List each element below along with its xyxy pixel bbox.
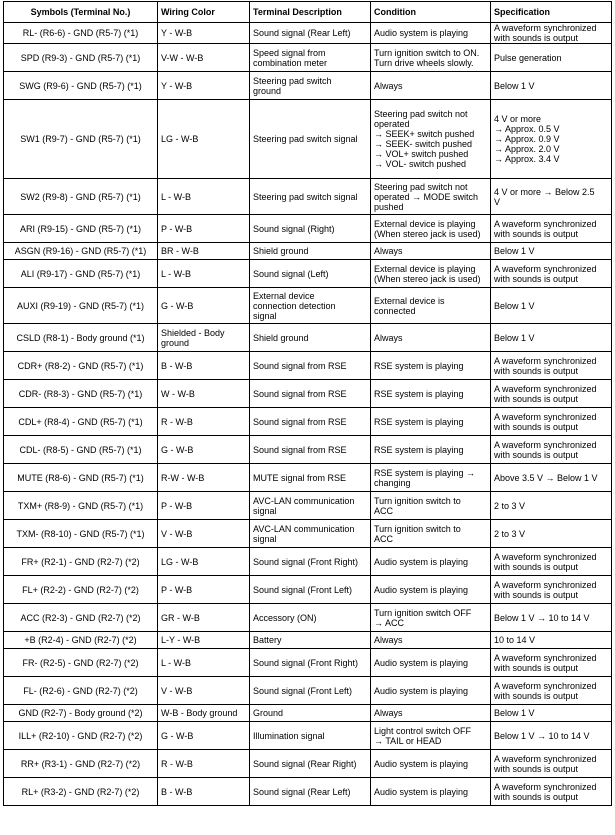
symbol-cell: SW2 (R9-8) - GND (R5-7) (*1): [4, 179, 158, 215]
specification-cell: Below 1 V → 10 to 14 V: [491, 722, 612, 750]
table-row: [4, 243, 612, 260]
table-row: [4, 324, 612, 352]
condition-cell: External device is connected: [371, 288, 491, 324]
specification-cell: Below 1 V: [491, 288, 612, 324]
terminal-description-cell: Sound signal (Left): [250, 260, 371, 288]
terminal-description-cell: Ground: [250, 705, 371, 722]
condition-cell: Turn ignition switch to ACC: [371, 520, 491, 548]
specification-cell: Below 1 V: [491, 72, 612, 100]
specification-cell: A waveform synchronized with sounds is output: [491, 677, 612, 705]
terminal-spec-table: [3, 1, 612, 806]
table-row: [4, 100, 612, 179]
condition-cell: Always: [371, 705, 491, 722]
wiring-color-cell: L - W-B: [158, 179, 250, 215]
terminal-description-cell: Sound signal (Rear Right): [250, 750, 371, 778]
terminal-description-cell: Sound signal from RSE: [250, 380, 371, 408]
symbol-cell: SPD (R9-3) - GND (R5-7) (*1): [4, 44, 158, 72]
terminal-description-cell: Sound signal (Rear Left): [250, 778, 371, 806]
table-row: [4, 352, 612, 380]
table-row: [4, 436, 612, 464]
table-row: [4, 705, 612, 722]
symbol-cell: +B (R2-4) - GND (R2-7) (*2): [4, 632, 158, 649]
symbol-cell: ALI (R9-17) - GND (R5-7) (*1): [4, 260, 158, 288]
table-row: [4, 72, 612, 100]
terminal-description-cell: Sound signal from RSE: [250, 436, 371, 464]
table-row: [4, 380, 612, 408]
table-body: [4, 23, 612, 806]
terminal-description-cell: Steering pad switch signal: [250, 179, 371, 215]
specification-cell: Above 3.5 V → Below 1 V: [491, 464, 612, 492]
terminal-description-cell: Sound signal (Right): [250, 215, 371, 243]
wiring-color-cell: W - W-B: [158, 380, 250, 408]
condition-cell: External device is playing (When stereo jack is used): [371, 260, 491, 288]
condition-cell: Audio system is playing: [371, 576, 491, 604]
condition-cell: Turn ignition switch to ACC: [371, 492, 491, 520]
symbol-cell: FR+ (R2-1) - GND (R2-7) (*2): [4, 548, 158, 576]
condition-cell: RSE system is playing: [371, 380, 491, 408]
terminal-description-cell: Battery: [250, 632, 371, 649]
wiring-color-cell: G - W-B: [158, 288, 250, 324]
terminal-description-cell: Accessory (ON): [250, 604, 371, 632]
symbol-cell: CDL+ (R8-4) - GND (R5-7) (*1): [4, 408, 158, 436]
specification-cell: Below 1 V → 10 to 14 V: [491, 604, 612, 632]
table-row: [4, 520, 612, 548]
condition-cell: Always: [371, 324, 491, 352]
terminal-description-cell: Sound signal (Front Left): [250, 576, 371, 604]
terminal-description-cell: MUTE signal from RSE: [250, 464, 371, 492]
symbol-cell: SW1 (R9-7) - GND (R5-7) (*1): [4, 100, 158, 179]
wiring-color-cell: P - W-B: [158, 215, 250, 243]
terminal-description-cell: Sound signal (Front Right): [250, 649, 371, 677]
terminal-description-cell: Sound signal from RSE: [250, 352, 371, 380]
terminal-description-cell: Steering pad switch signal: [250, 100, 371, 179]
table-row: [4, 576, 612, 604]
wiring-color-cell: G - W-B: [158, 436, 250, 464]
terminal-description-cell: Shield ground: [250, 324, 371, 352]
specification-cell: A waveform synchronized with sounds is output: [491, 408, 612, 436]
specification-cell: A waveform synchronized with sounds is output: [491, 352, 612, 380]
specification-cell: A waveform synchronized with sounds is output: [491, 750, 612, 778]
specification-cell: 2 to 3 V: [491, 520, 612, 548]
table-row: [4, 649, 612, 677]
table-row: [4, 778, 612, 806]
wiring-color-cell: B - W-B: [158, 352, 250, 380]
condition-cell: RSE system is playing: [371, 352, 491, 380]
specification-cell: Below 1 V: [491, 324, 612, 352]
terminal-description-cell: Sound signal (Front Left): [250, 677, 371, 705]
header-wiring-color: Wiring Color: [158, 2, 250, 23]
terminal-description-cell: AVC-LAN communication signal: [250, 520, 371, 548]
specification-cell: A waveform synchronized with sounds is output: [491, 23, 612, 44]
specification-cell: 10 to 14 V: [491, 632, 612, 649]
wiring-color-cell: LG - W-B: [158, 548, 250, 576]
condition-cell: Audio system is playing: [371, 750, 491, 778]
wiring-color-cell: P - W-B: [158, 576, 250, 604]
condition-cell: Always: [371, 243, 491, 260]
wiring-color-cell: L - W-B: [158, 649, 250, 677]
wiring-color-cell: B - W-B: [158, 778, 250, 806]
condition-cell: Light control switch OFF → TAIL or HEAD: [371, 722, 491, 750]
symbol-cell: RR+ (R3-1) - GND (R2-7) (*2): [4, 750, 158, 778]
wiring-color-cell: R-W - W-B: [158, 464, 250, 492]
symbol-cell: CDR+ (R8-2) - GND (R5-7) (*1): [4, 352, 158, 380]
terminal-description-cell: Shield ground: [250, 243, 371, 260]
header-symbols: Symbols (Terminal No.): [4, 2, 158, 23]
table-row: [4, 604, 612, 632]
condition-cell: RSE system is playing: [371, 408, 491, 436]
table-row: [4, 408, 612, 436]
symbol-cell: FL- (R2-6) - GND (R2-7) (*2): [4, 677, 158, 705]
symbol-cell: ILL+ (R2-10) - GND (R2-7) (*2): [4, 722, 158, 750]
condition-cell: Always: [371, 72, 491, 100]
terminal-description-cell: AVC-LAN communication signal: [250, 492, 371, 520]
table-row: [4, 23, 612, 44]
specification-cell: A waveform synchronized with sounds is output: [491, 649, 612, 677]
symbol-cell: TXM- (R8-10) - GND (R5-7) (*1): [4, 520, 158, 548]
terminal-description-cell: Sound signal from RSE: [250, 408, 371, 436]
symbol-cell: AUXI (R9-19) - GND (R5-7) (*1): [4, 288, 158, 324]
wiring-color-cell: Shielded - Body ground: [158, 324, 250, 352]
specification-cell: A waveform synchronized with sounds is output: [491, 548, 612, 576]
wiring-color-cell: LG - W-B: [158, 100, 250, 179]
table-row: [4, 632, 612, 649]
wiring-color-cell: R - W-B: [158, 750, 250, 778]
table-header: [4, 2, 612, 23]
terminal-description-cell: Sound signal (Front Right): [250, 548, 371, 576]
condition-cell: Audio system is playing: [371, 677, 491, 705]
specification-cell: 2 to 3 V: [491, 492, 612, 520]
table-row: [4, 288, 612, 324]
specification-cell: 4 V or more → Approx. 0.5 V → Approx. 0.9 V → Approx. 2.0 V → Approx. 3.4 V: [491, 100, 612, 179]
condition-cell: Turn ignition switch OFF → ACC: [371, 604, 491, 632]
symbol-cell: MUTE (R8-6) - GND (R5-7) (*1): [4, 464, 158, 492]
specification-cell: A waveform synchronized with sounds is output: [491, 576, 612, 604]
wiring-color-cell: W-B - Body ground: [158, 705, 250, 722]
specification-cell: A waveform synchronized with sounds is output: [491, 380, 612, 408]
specification-cell: Below 1 V: [491, 243, 612, 260]
wiring-color-cell: P - W-B: [158, 492, 250, 520]
table-row: [4, 722, 612, 750]
condition-cell: RSE system is playing: [371, 436, 491, 464]
symbol-cell: CDL- (R8-5) - GND (R5-7) (*1): [4, 436, 158, 464]
symbol-cell: CDR- (R8-3) - GND (R5-7) (*1): [4, 380, 158, 408]
condition-cell: Steering pad switch not operated → MODE switch pushed: [371, 179, 491, 215]
symbol-cell: FL+ (R2-2) - GND (R2-7) (*2): [4, 576, 158, 604]
table-row: [4, 677, 612, 705]
wiring-color-cell: G - W-B: [158, 722, 250, 750]
symbol-cell: CSLD (R8-1) - Body ground (*1): [4, 324, 158, 352]
terminal-description-cell: External device connection detection signal: [250, 288, 371, 324]
specification-cell: A waveform synchronized with sounds is output: [491, 260, 612, 288]
table-row: [4, 215, 612, 243]
wiring-color-cell: V - W-B: [158, 520, 250, 548]
symbol-cell: RL+ (R3-2) - GND (R2-7) (*2): [4, 778, 158, 806]
specification-cell: 4 V or more → Below 2.5 V: [491, 179, 612, 215]
condition-cell: Audio system is playing: [371, 778, 491, 806]
specification-cell: Below 1 V: [491, 705, 612, 722]
condition-cell: External device is playing (When stereo jack is used): [371, 215, 491, 243]
wiring-color-cell: Y - W-B: [158, 23, 250, 44]
symbol-cell: RL- (R6-6) - GND (R5-7) (*1): [4, 23, 158, 44]
specification-cell: A waveform synchronized with sounds is output: [491, 436, 612, 464]
header-specification: Specification: [491, 2, 612, 23]
symbol-cell: FR- (R2-5) - GND (R2-7) (*2): [4, 649, 158, 677]
terminal-description-cell: Steering pad switch ground: [250, 72, 371, 100]
condition-cell: Steering pad switch not operated → SEEK+ switch pushed → SEEK- switch pushed → VOL+ switch pushed → VOL- switch pushed: [371, 100, 491, 179]
header-terminal-description: Terminal Description: [250, 2, 371, 23]
wiring-color-cell: V-W - W-B: [158, 44, 250, 72]
wiring-color-cell: GR - W-B: [158, 604, 250, 632]
wiring-color-cell: L-Y - W-B: [158, 632, 250, 649]
symbol-cell: GND (R2-7) - Body ground (*2): [4, 705, 158, 722]
specification-cell: Pulse generation: [491, 44, 612, 72]
wiring-color-cell: Y - W-B: [158, 72, 250, 100]
wiring-color-cell: V - W-B: [158, 677, 250, 705]
table-row: [4, 260, 612, 288]
table-row: [4, 492, 612, 520]
specification-cell: A waveform synchronized with sounds is output: [491, 778, 612, 806]
terminal-description-cell: Illumination signal: [250, 722, 371, 750]
header-condition: Condition: [371, 2, 491, 23]
specification-cell: A waveform synchronized with sounds is output: [491, 215, 612, 243]
symbol-cell: TXM+ (R8-9) - GND (R5-7) (*1): [4, 492, 158, 520]
condition-cell: Audio system is playing: [371, 548, 491, 576]
symbol-cell: SWG (R9-6) - GND (R5-7) (*1): [4, 72, 158, 100]
condition-cell: Audio system is playing: [371, 649, 491, 677]
table-row: [4, 548, 612, 576]
symbol-cell: ASGN (R9-16) - GND (R5-7) (*1): [4, 243, 158, 260]
condition-cell: Always: [371, 632, 491, 649]
terminal-description-cell: Sound signal (Rear Left): [250, 23, 371, 44]
table-row: [4, 464, 612, 492]
wiring-color-cell: R - W-B: [158, 408, 250, 436]
header-row: [4, 2, 612, 23]
condition-cell: Turn ignition switch to ON. Turn drive wheels slowly.: [371, 44, 491, 72]
condition-cell: Audio system is playing: [371, 23, 491, 44]
wiring-color-cell: L - W-B: [158, 260, 250, 288]
symbol-cell: ARI (R9-15) - GND (R5-7) (*1): [4, 215, 158, 243]
table-row: [4, 44, 612, 72]
terminal-description-cell: Speed signal from combination meter: [250, 44, 371, 72]
symbol-cell: ACC (R2-3) - GND (R2-7) (*2): [4, 604, 158, 632]
wiring-color-cell: BR - W-B: [158, 243, 250, 260]
table-row: [4, 750, 612, 778]
table-row: [4, 179, 612, 215]
condition-cell: RSE system is playing → changing: [371, 464, 491, 492]
